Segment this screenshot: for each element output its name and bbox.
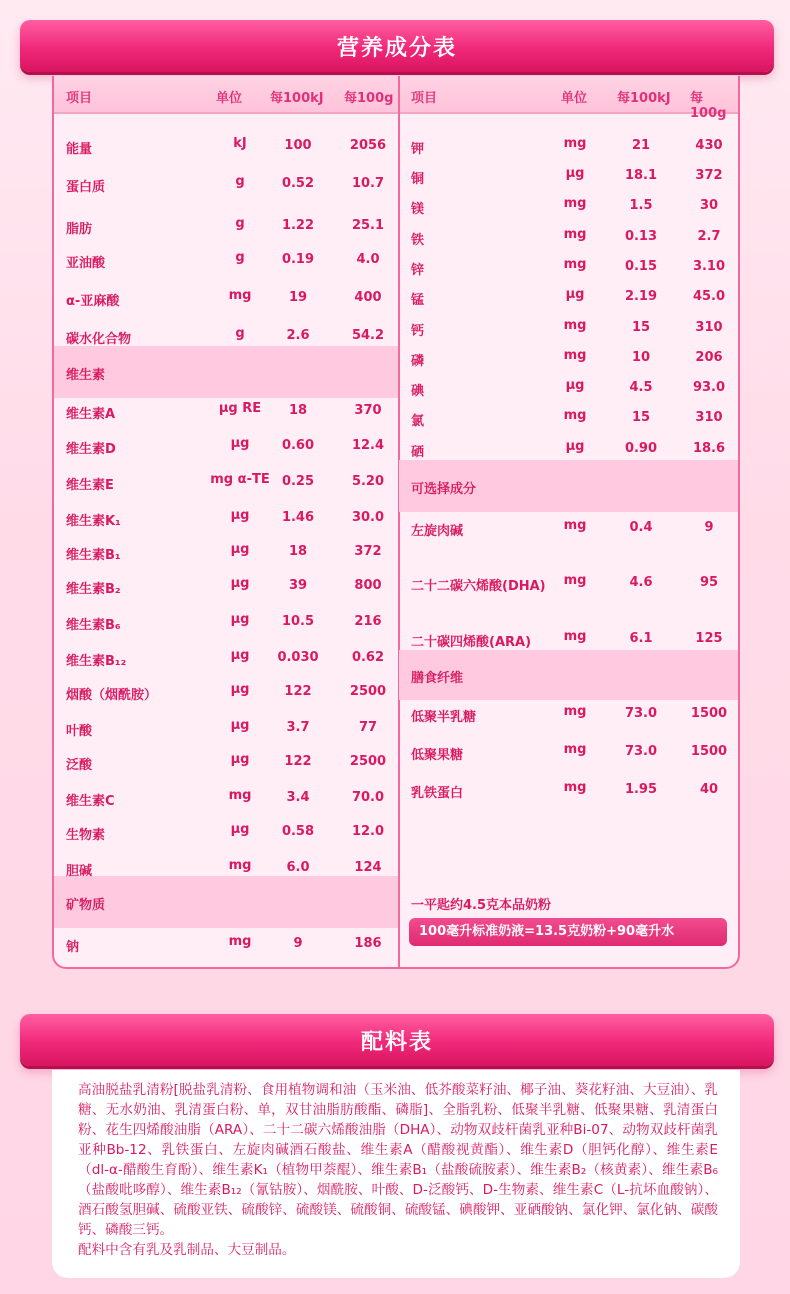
nutrient-row <box>54 174 398 204</box>
mineral-name: 锌 <box>411 263 425 278</box>
vitamin-per100kj: 1.46 <box>281 510 315 525</box>
header-unit-right: 单位 <box>561 91 588 106</box>
fiber-row <box>399 780 740 810</box>
vitamin-name: 维生素A <box>66 407 116 422</box>
optional-per100kj: 6.1 <box>629 631 653 646</box>
fiber-row <box>399 742 740 772</box>
vitamin-per100kj: 18 <box>288 403 308 418</box>
nutrient-unit: g <box>235 174 245 189</box>
optional-row <box>399 573 740 603</box>
vitamin-row <box>54 472 398 502</box>
mineral-per100g: 310 <box>695 410 723 425</box>
mineral-row <box>399 439 740 469</box>
vitamin-row <box>54 858 398 888</box>
vitamin-unit: mg α-TE <box>210 472 270 487</box>
nutrient-name: 脂肪 <box>66 222 93 237</box>
optional-per100g: 125 <box>695 631 723 646</box>
vitamin-name: 叶酸 <box>66 724 93 739</box>
vitamin-per100g: 70.0 <box>351 790 385 805</box>
optional-name: 左旋肉碱 <box>411 524 464 539</box>
nutrient-name: 能量 <box>66 142 93 157</box>
vitamin-per100g: 124 <box>354 860 382 875</box>
mineral-unit: mg <box>563 257 587 272</box>
mineral-per100kj: 0.90 <box>624 441 658 456</box>
vitamin-name: 维生素C <box>66 794 115 809</box>
vitamin-per100g: 30.0 <box>351 510 385 525</box>
mineral-unit: mg <box>563 136 587 151</box>
header-per100kj-right: 每100kJ <box>617 91 671 106</box>
vitamin-unit: μg <box>230 682 250 697</box>
mineral-unit: μg <box>565 287 585 302</box>
vitamin-per100kj: 18 <box>288 544 308 559</box>
nutrition-title: 营养成分表 <box>336 35 457 61</box>
mineral-unit: mg <box>563 408 587 423</box>
vitamin-row <box>54 682 398 712</box>
nutrient-per100g: 2056 <box>349 138 387 153</box>
vitamin-row <box>54 612 398 642</box>
mineral-per100g: 186 <box>354 936 382 951</box>
header-item-right: 项目 <box>411 91 438 106</box>
header-unit-left: 单位 <box>216 91 243 106</box>
vitamin-name: 维生素B₆ <box>66 618 121 633</box>
ingredients-title: 配料表 <box>360 1029 433 1055</box>
vitamin-per100g: 2500 <box>349 754 387 769</box>
vitamin-name: 维生素B₁₂ <box>66 654 127 669</box>
fiber-name: 乳铁蛋白 <box>411 786 464 801</box>
nutrient-unit: mg <box>228 288 252 303</box>
optional-per100g: 95 <box>699 575 719 590</box>
left-column <box>54 76 398 967</box>
nutrient-row <box>54 216 398 246</box>
mineral-unit: mg <box>563 196 587 211</box>
mineral-row <box>399 378 740 408</box>
vitamin-per100g: 5.20 <box>351 474 385 489</box>
vitamin-row <box>54 718 398 748</box>
nutrient-per100g: 25.1 <box>351 218 385 233</box>
mineral-row <box>399 196 740 226</box>
mineral-per100g: 30 <box>699 198 719 213</box>
vitamin-unit: μg <box>230 718 250 733</box>
vitamin-per100g: 2500 <box>349 684 387 699</box>
mineral-row <box>399 348 740 378</box>
mineral-row <box>399 287 740 317</box>
vitamin-per100kj: 3.4 <box>286 790 310 805</box>
mineral-per100kj: 18.1 <box>624 168 658 183</box>
mineral-name: 铜 <box>411 172 425 187</box>
vitamin-row <box>54 508 398 538</box>
mineral-per100g: 206 <box>695 350 723 365</box>
nutrient-per100kj: 0.19 <box>281 252 315 267</box>
nutrient-name: 碳水化合物 <box>66 332 132 347</box>
vitamin-per100g: 216 <box>354 614 382 629</box>
nutrient-per100g: 54.2 <box>351 328 385 343</box>
nutrient-per100g: 10.7 <box>351 176 385 191</box>
vitamin-per100kj: 3.7 <box>286 720 310 735</box>
vitamin-per100g: 77 <box>358 720 378 735</box>
mineral-per100g: 93.0 <box>692 380 726 395</box>
vitamin-per100g: 372 <box>354 544 382 559</box>
fiber-name: 低聚半乳糖 <box>411 710 477 725</box>
vitamin-row <box>54 822 398 852</box>
mineral-per100kj: 21 <box>631 138 651 153</box>
vitamin-unit: μg <box>230 576 250 591</box>
vitamin-unit: μg <box>230 542 250 557</box>
vitamin-name: 胆碱 <box>66 864 93 879</box>
vitamin-name: 维生素D <box>66 442 116 457</box>
mineral-row <box>399 318 740 348</box>
mineral-name: 镁 <box>411 202 425 217</box>
vitamin-row <box>54 576 398 606</box>
nutrient-row <box>54 326 398 356</box>
nutrition-title-banner <box>20 20 774 72</box>
mineral-name: 氯 <box>411 414 425 429</box>
vitamin-unit: μg <box>230 612 250 627</box>
nutrient-per100g: 400 <box>354 290 382 305</box>
mineral-per100g: 45.0 <box>692 289 726 304</box>
mineral-per100g: 3.10 <box>692 259 726 274</box>
header-per100g-left: 每100g <box>344 91 394 106</box>
vitamin-per100g: 0.62 <box>351 650 385 665</box>
ingredients-list <box>78 1080 718 1260</box>
mineral-unit: mg <box>563 227 587 242</box>
nutrient-unit: kJ <box>233 136 247 151</box>
vitamin-row <box>54 648 398 678</box>
vitamin-per100kj: 10.5 <box>281 614 315 629</box>
fiber-unit: mg <box>563 742 587 757</box>
nutrient-per100kj: 100 <box>284 138 312 153</box>
nutrient-unit: g <box>235 216 245 231</box>
header-item-left: 项目 <box>66 91 93 106</box>
mineral-name: 钾 <box>411 142 425 157</box>
vitamin-unit: μg <box>230 822 250 837</box>
mineral-per100kj: 0.13 <box>624 229 658 244</box>
nutrient-per100kj: 0.52 <box>281 176 315 191</box>
milk-ratio-note: 100毫升标准奶液=13.5克奶粉+90毫升水 <box>409 918 727 946</box>
nutrient-per100kj: 1.22 <box>281 218 315 233</box>
mineral-per100g: 430 <box>695 138 723 153</box>
mineral-row <box>399 257 740 287</box>
nutrient-name: 亚油酸 <box>66 256 106 271</box>
vitamin-name: 维生素E <box>66 478 114 493</box>
mineral-unit: μg <box>565 166 585 181</box>
mineral-per100kj: 15 <box>631 320 651 335</box>
vitamin-row <box>54 401 398 431</box>
mineral-per100kj: 10 <box>631 350 651 365</box>
mineral-per100g: 2.7 <box>697 229 721 244</box>
optional-unit: mg <box>563 573 587 588</box>
mineral-name: 钙 <box>411 324 425 339</box>
vitamin-per100kj: 0.25 <box>281 474 315 489</box>
vitamin-unit: μg RE <box>218 401 262 416</box>
vitamin-row <box>54 752 398 782</box>
vitamin-per100kj: 0.030 <box>277 650 319 665</box>
vitamin-per100g: 370 <box>354 403 382 418</box>
nutrient-name: α-亚麻酸 <box>66 294 120 309</box>
ingredients-title-banner <box>20 1014 774 1066</box>
mineral-row <box>54 934 398 964</box>
right-column <box>399 76 740 967</box>
header-per100kj-left: 每100kJ <box>270 91 324 106</box>
vitamin-per100kj: 122 <box>284 684 312 699</box>
vitamin-row <box>54 436 398 466</box>
vitamin-name: 烟酸（烟酰胺） <box>66 688 158 703</box>
mineral-row <box>399 408 740 438</box>
section-minerals-label: 矿物质 <box>66 898 106 913</box>
mineral-per100kj: 4.5 <box>629 380 653 395</box>
mineral-per100kj: 2.19 <box>624 289 658 304</box>
vitamin-unit: μg <box>230 648 250 663</box>
vitamin-per100g: 12.0 <box>351 824 385 839</box>
mineral-per100kj: 15 <box>631 410 651 425</box>
vitamin-row <box>54 542 398 572</box>
fiber-per100g: 40 <box>699 782 719 797</box>
mineral-name: 硒 <box>411 445 425 460</box>
section-vitamins-label: 维生素 <box>66 368 106 383</box>
vitamin-name: 生物素 <box>66 828 106 843</box>
optional-row <box>399 629 740 659</box>
fiber-unit: mg <box>563 704 587 719</box>
vitamin-per100kj: 0.60 <box>281 438 315 453</box>
vitamin-unit: μg <box>230 436 250 451</box>
fiber-per100kj: 73.0 <box>624 706 658 721</box>
mineral-per100kj: 0.15 <box>624 259 658 274</box>
mineral-name: 碘 <box>411 384 425 399</box>
vitamin-unit: mg <box>228 858 252 873</box>
optional-name: 二十碳四烯酸(ARA) <box>411 635 532 650</box>
mineral-row <box>399 136 740 166</box>
nutrient-row <box>54 136 398 166</box>
mineral-per100g: 310 <box>695 320 723 335</box>
vitamin-unit: mg <box>228 788 252 803</box>
mineral-unit: μg <box>565 378 585 393</box>
nutrient-row <box>54 288 398 318</box>
ingredients-box <box>52 1070 740 1278</box>
vitamin-name: 维生素B₁ <box>66 548 121 563</box>
vitamin-per100kj: 6.0 <box>286 860 310 875</box>
mineral-unit: μg <box>565 439 585 454</box>
mineral-per100g: 18.6 <box>692 441 726 456</box>
optional-unit: mg <box>563 518 587 533</box>
optional-per100kj: 4.6 <box>629 575 653 590</box>
section-optional-label: 可选择成分 <box>411 482 477 497</box>
mineral-per100g: 372 <box>695 168 723 183</box>
optional-name: 二十二碳六烯酸(DHA) <box>411 579 546 594</box>
mineral-name: 铁 <box>411 233 425 248</box>
optional-unit: mg <box>563 629 587 644</box>
mineral-name: 磷 <box>411 354 425 369</box>
optional-per100g: 9 <box>704 520 714 535</box>
scoop-note: 一平匙约4.5克本品奶粉 <box>411 898 552 913</box>
section-fiber-label: 膳食纤维 <box>411 671 464 686</box>
allergen-text: 配料中含有乳及乳制品、大豆制品。 <box>78 1242 296 1258</box>
mineral-name: 锰 <box>411 293 425 308</box>
fiber-per100g: 1500 <box>690 744 728 759</box>
vitamin-per100kj: 39 <box>288 578 308 593</box>
header-per100g-right: 每100g <box>690 91 727 121</box>
fiber-per100g: 1500 <box>690 706 728 721</box>
mineral-unit: mg <box>563 348 587 363</box>
vitamin-name: 泛酸 <box>66 758 93 773</box>
fiber-per100kj: 73.0 <box>624 744 658 759</box>
vitamin-per100g: 12.4 <box>351 438 385 453</box>
fiber-per100kj: 1.95 <box>624 782 658 797</box>
nutrient-unit: g <box>235 326 245 341</box>
mineral-per100kj: 1.5 <box>629 198 653 213</box>
vitamin-per100kj: 122 <box>284 754 312 769</box>
vitamin-per100kj: 0.58 <box>281 824 315 839</box>
vitamin-unit: μg <box>230 752 250 767</box>
nutrient-unit: g <box>235 250 245 265</box>
nutrient-row <box>54 250 398 280</box>
fiber-row <box>399 704 740 734</box>
mineral-unit: mg <box>228 934 252 949</box>
fiber-unit: mg <box>563 780 587 795</box>
nutrient-per100kj: 19 <box>288 290 308 305</box>
vitamin-row <box>54 788 398 818</box>
nutrient-name: 蛋白质 <box>66 180 106 195</box>
mineral-per100kj: 9 <box>293 936 303 951</box>
vitamin-unit: μg <box>230 508 250 523</box>
vitamin-name: 维生素B₂ <box>66 582 121 597</box>
nutrition-table <box>52 76 740 969</box>
mineral-row <box>399 166 740 196</box>
vitamin-per100g: 800 <box>354 578 382 593</box>
ingredients-text: 高油脱盐乳清粉[脱盐乳清粉、食用植物调和油（玉米油、低芥酸菜籽油、椰子油、葵花籽油、大豆油）、乳糖、无水奶油、乳清蛋白粉、单，双甘油脂肪酸酯、磷脂]、全脂乳粉、低聚半乳糖、低聚果糖、乳清蛋白粉、花生四烯酸油脂（ARA）、二十二碳六烯酸油脂（DHA）、动物双歧杆菌乳亚种Bi-07、动物双歧杆菌乳亚种Bb-12、乳铁蛋白、左旋肉碱酒石酸盐、维生素A（醋酸视黄酯）、维生素D（胆钙化醇）、维生素E（dl-α-醋酸生育酚）、维生素K₁（植物甲萘醌）、维生素B₁（盐酸硫胺素）、维生素B₂（核黄素）、维生素B₆（盐酸吡哆醇）、维生素B₁₂（氰钴胺）、烟酰胺、叶酸、D-泛酸钙、D-生物素、维生素C（L-抗坏血酸钠）、酒石酸氢胆碱、硫酸亚铁、硫酸锌、硫酸镁、硫酸铜、硫酸锰、碘酸钾、亚硒酸钠、氯化钾、氯化钠、碳酸钙、磷酸三钙。 <box>78 1082 718 1238</box>
fiber-name: 低聚果糖 <box>411 748 464 763</box>
optional-per100kj: 0.4 <box>629 520 653 535</box>
vitamin-name: 维生素K₁ <box>66 514 121 529</box>
mineral-unit: mg <box>563 318 587 333</box>
mineral-name: 钠 <box>66 940 80 955</box>
nutrient-per100g: 4.0 <box>356 252 380 267</box>
mineral-row <box>399 227 740 257</box>
optional-row <box>399 518 740 548</box>
nutrient-per100kj: 2.6 <box>286 328 310 343</box>
